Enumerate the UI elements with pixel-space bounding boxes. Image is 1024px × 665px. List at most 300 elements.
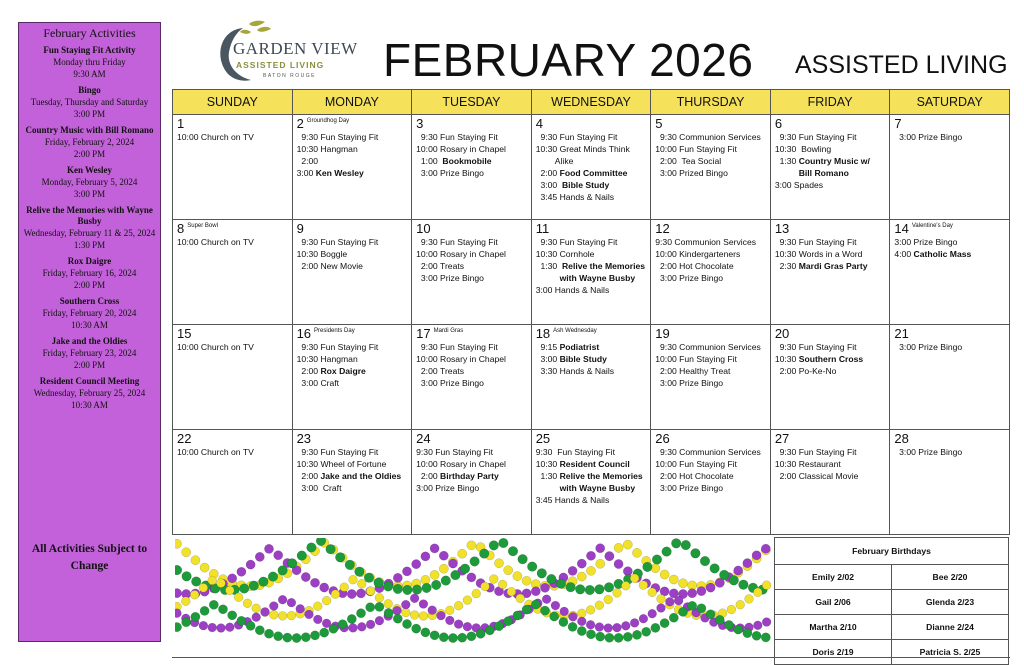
activity-detail: 2:00 PM xyxy=(73,149,106,159)
bead xyxy=(375,616,384,625)
event-entry: 9:30 Fun Staying Fit xyxy=(416,237,498,247)
event-entry: 3:00 Prize Bingo xyxy=(416,168,484,178)
event-entry: with Wayne Busby xyxy=(559,273,636,283)
birthdays-title: February Birthdays xyxy=(775,538,1009,565)
bead xyxy=(274,632,283,641)
bead xyxy=(419,612,428,621)
bead xyxy=(249,581,259,591)
event-entry: 10:00 Church on TV xyxy=(177,447,254,457)
bead xyxy=(586,630,595,639)
day-cell xyxy=(651,430,771,535)
event-entry: 10:30 Hangman xyxy=(296,144,358,154)
holiday-note: Ash Wednesday xyxy=(553,328,597,334)
bead xyxy=(316,538,326,546)
event-entry: 3:00 Prize Bingo xyxy=(894,342,963,352)
event-entry: 9:30 Fun Staying Fit xyxy=(774,447,857,457)
day-number: 22 xyxy=(177,431,192,446)
bead xyxy=(498,580,507,589)
birthday-entry: Emily 2/02 xyxy=(775,565,892,590)
bead xyxy=(504,566,513,575)
activity-name: Bingo xyxy=(78,85,101,95)
bead xyxy=(445,606,454,615)
day-number: 16 xyxy=(296,326,312,341)
bead xyxy=(454,620,463,629)
bead xyxy=(691,549,701,559)
bead xyxy=(559,617,568,626)
event-entry: 2:00 Jake and the Oldies xyxy=(296,471,402,481)
bead xyxy=(681,540,691,550)
day-number: 28 xyxy=(894,431,909,446)
bead xyxy=(431,580,441,590)
event-entry: 10:00 Fun Staying Fit xyxy=(655,144,737,154)
event-entry: 3:00 Prize Bingo xyxy=(655,273,724,283)
bead xyxy=(605,633,614,642)
bead xyxy=(551,601,560,610)
holiday-note: Groundhog Day xyxy=(306,118,350,124)
bead xyxy=(349,575,358,584)
event-entry: 10:00 Fun Staying Fit xyxy=(655,459,737,469)
bead xyxy=(403,585,413,595)
event-entry: 9:30 Fun Staying Fit xyxy=(535,132,618,142)
event-entry: 3:00 Prize Bingo xyxy=(655,378,724,388)
bead xyxy=(268,572,278,582)
day-number: 8 xyxy=(177,221,185,236)
activity-detail: Monday thru Friday xyxy=(53,57,126,67)
weekday-header: WEDNESDAY xyxy=(531,90,651,115)
bead xyxy=(199,583,208,592)
sidebar-activity xyxy=(19,376,160,411)
birthdays-table xyxy=(774,537,1009,665)
event-entry: 10:30 Wheel of Fortune xyxy=(296,459,387,469)
bead xyxy=(439,551,448,560)
sidebar-activity xyxy=(19,85,160,120)
bead xyxy=(412,624,421,633)
bead xyxy=(540,606,549,615)
bead xyxy=(208,623,217,632)
bead xyxy=(313,602,322,611)
bead xyxy=(560,607,569,616)
bead xyxy=(191,577,201,587)
bead xyxy=(639,614,648,623)
event-entry: 3:00 Prize Bingo xyxy=(655,483,724,493)
bead xyxy=(278,612,287,621)
bead xyxy=(200,563,209,572)
day-cell xyxy=(292,325,412,430)
bead xyxy=(355,567,365,577)
bead xyxy=(246,560,255,569)
bead xyxy=(577,617,586,626)
bead xyxy=(366,620,375,629)
bead xyxy=(499,538,509,548)
bead xyxy=(540,583,549,592)
bead xyxy=(706,610,715,619)
bead xyxy=(463,596,472,605)
event-entry: 9:30 Fun Staying Fit xyxy=(774,237,857,247)
bead xyxy=(347,589,356,598)
day-cell xyxy=(890,325,1010,430)
bead xyxy=(743,629,752,638)
calendar-grid xyxy=(172,89,1010,535)
bead xyxy=(375,593,384,602)
day-cell xyxy=(531,115,651,220)
bead xyxy=(366,603,375,612)
bead xyxy=(252,604,261,613)
activities-sidebar xyxy=(18,22,161,642)
event-entry: 10:00 Fun Staying Fit xyxy=(655,354,737,364)
birthday-row xyxy=(775,590,1009,615)
event-entry: 3:00 Ken Wesley xyxy=(296,168,364,178)
bead xyxy=(752,631,761,640)
sidebar-activity xyxy=(19,336,160,371)
bead xyxy=(225,623,234,632)
bead xyxy=(246,621,255,630)
event-entry: 10:00 Church on TV xyxy=(177,342,254,352)
weekday-header-row xyxy=(173,90,1010,115)
bead xyxy=(596,544,605,553)
bead xyxy=(467,632,476,641)
event-entry: 2:00 xyxy=(296,156,319,166)
bead xyxy=(710,564,720,574)
bead xyxy=(531,587,540,596)
bead xyxy=(255,626,264,635)
bead xyxy=(305,610,314,619)
bead xyxy=(292,633,301,642)
bead xyxy=(507,587,516,596)
event-entry: 3:00 Prize Bingo xyxy=(416,273,484,283)
event-entry: 9:30 Fun Staying Fit xyxy=(296,237,379,247)
bead xyxy=(613,589,622,598)
page-title: FEBRUARY 2026 xyxy=(383,34,754,86)
bead xyxy=(604,624,613,633)
bead xyxy=(243,599,252,608)
day-cell xyxy=(770,115,890,220)
bead xyxy=(402,619,411,628)
bead xyxy=(338,620,347,629)
day-cell xyxy=(292,115,412,220)
bead xyxy=(743,559,752,568)
bead xyxy=(460,564,470,574)
bead xyxy=(513,572,522,581)
event-entry: 3:00 Prize Bingo xyxy=(894,447,963,457)
bead xyxy=(550,612,559,621)
event-entry: 3:45 Hands & Nails xyxy=(535,495,610,505)
bead xyxy=(217,624,226,633)
day-cell xyxy=(173,325,293,430)
bead xyxy=(283,633,292,642)
bead xyxy=(719,570,729,580)
event-entry: 2:00 Birthday Party xyxy=(416,471,499,481)
bead xyxy=(234,593,243,602)
bead xyxy=(349,624,358,633)
bead xyxy=(669,613,678,622)
event-entry: 3:00 Craft xyxy=(296,378,340,388)
bead xyxy=(467,573,476,582)
day-number: 21 xyxy=(894,326,909,341)
bead xyxy=(357,579,366,588)
activity-name: Jake and the Oldies xyxy=(51,336,128,346)
event-entry: 9:30 Fun Staying Fit xyxy=(416,342,498,352)
activity-detail: Friday, February 20, 2024 xyxy=(42,308,137,318)
birthday-row xyxy=(775,615,1009,640)
bead xyxy=(320,628,329,637)
bead xyxy=(522,576,531,585)
activity-name: Southern Cross xyxy=(59,296,120,306)
bead xyxy=(614,633,623,642)
activity-detail: Wednesday, February 25, 2024 xyxy=(33,388,146,398)
bead xyxy=(463,622,472,631)
event-entry: 10:00 Church on TV xyxy=(177,237,254,247)
sidebar-activity xyxy=(19,125,160,160)
bead xyxy=(642,627,651,636)
event-entry: 9:15 Podiatrist xyxy=(535,342,600,352)
holiday-note: Super Bowl xyxy=(187,223,218,229)
day-number: 1 xyxy=(177,116,185,131)
event-entry: 9:30 Fun Staying Fit xyxy=(774,132,857,142)
event-entry: with Wayne Busby xyxy=(559,483,636,493)
event-entry: 9:30 Communion Services xyxy=(655,237,757,247)
bead xyxy=(706,583,715,592)
bead xyxy=(472,589,481,598)
bead xyxy=(301,572,310,581)
bead xyxy=(586,566,595,575)
event-entry: 10:30 Words in a Word xyxy=(774,249,863,259)
bead xyxy=(643,562,653,572)
bead xyxy=(191,556,200,565)
day-cell xyxy=(531,325,651,430)
bead xyxy=(175,609,181,618)
activity-detail: Friday, February 23, 2024 xyxy=(42,348,137,358)
bead xyxy=(199,621,208,630)
bead xyxy=(393,584,403,594)
bead xyxy=(335,553,345,563)
event-entry: 1:30 Relive the Memories xyxy=(535,261,646,271)
event-entry: 9:30 Fun Staying Fit xyxy=(296,132,379,142)
day-cell xyxy=(890,220,1010,325)
day-number: 15 xyxy=(177,326,192,341)
bead xyxy=(516,594,525,603)
bead xyxy=(259,577,269,587)
bead xyxy=(489,575,498,584)
activity-detail: 10:30 AM xyxy=(71,400,108,410)
event-entry: 9:30 Fun Staying Fit xyxy=(416,447,494,457)
weekday-header: THURSDAY xyxy=(651,90,771,115)
bead xyxy=(200,606,209,615)
day-cell xyxy=(770,325,890,430)
bead xyxy=(356,609,365,618)
bead xyxy=(657,595,666,604)
bead xyxy=(504,617,513,626)
bead xyxy=(421,628,430,637)
bead xyxy=(393,606,402,615)
bead xyxy=(700,556,710,566)
event-entry: 10:30 Great Minds Think xyxy=(535,144,630,154)
day-cell xyxy=(173,430,293,535)
bead xyxy=(402,567,411,576)
event-entry: 10:00 Rosary in Chapel xyxy=(416,354,506,364)
bead xyxy=(384,608,393,617)
event-entry: 3:00 Prize Bingo xyxy=(894,132,963,142)
bead xyxy=(761,633,770,642)
bead xyxy=(269,602,278,611)
day-number: 25 xyxy=(535,431,551,446)
bead xyxy=(513,611,522,620)
bead xyxy=(422,583,432,593)
bead xyxy=(228,611,237,620)
bead xyxy=(660,570,669,579)
bead xyxy=(310,578,319,587)
event-entry: 2:00 Healthy Treat xyxy=(655,366,731,376)
activity-name: Relive the Memories with Wayne Busby xyxy=(26,205,153,226)
bead xyxy=(671,539,681,549)
event-entry: 3:00 Hands & Nails xyxy=(535,285,610,295)
bead xyxy=(586,620,595,629)
bead xyxy=(374,578,384,588)
mardi-gras-beads-decoration xyxy=(175,538,772,656)
event-entry: 2:30 Mardi Gras Party xyxy=(774,261,868,271)
bead xyxy=(439,633,448,642)
bead xyxy=(527,562,537,572)
bead xyxy=(577,572,586,581)
event-entry: 10:30 Cornhole xyxy=(535,249,595,259)
holiday-note: Presidents Day xyxy=(314,328,355,334)
bead xyxy=(412,560,421,569)
event-entry: 3:00 Prize Bingo xyxy=(894,237,958,247)
bead xyxy=(724,620,733,629)
bead xyxy=(287,559,297,569)
event-entry: 3:00 Spades xyxy=(774,180,824,190)
day-cell xyxy=(412,325,532,430)
bead xyxy=(518,554,528,564)
bead xyxy=(313,615,322,624)
bead xyxy=(585,585,595,595)
bead xyxy=(458,549,467,558)
bead xyxy=(239,584,249,594)
bead xyxy=(494,559,503,568)
day-cell xyxy=(531,220,651,325)
sidebar-footer: All Activities Subject to Change xyxy=(31,543,148,572)
day-number: 12 xyxy=(655,221,670,236)
week-row xyxy=(173,325,1010,430)
bead xyxy=(575,585,585,595)
event-entry: 3:00 Bible Study xyxy=(535,354,607,364)
bead xyxy=(586,551,595,560)
bead xyxy=(366,587,375,596)
bead xyxy=(660,619,669,628)
bead xyxy=(454,601,463,610)
bead xyxy=(494,622,503,631)
bead xyxy=(614,543,623,552)
bead xyxy=(356,589,365,598)
bead xyxy=(753,588,762,597)
birthday-entry: Gail 2/06 xyxy=(775,590,892,615)
bead xyxy=(595,623,604,632)
bead xyxy=(595,601,604,610)
event-entry: 10:00 Rosary in Chapel xyxy=(416,249,506,259)
activity-detail: 2:00 PM xyxy=(73,280,106,290)
bottom-divider xyxy=(172,657,1010,658)
bead xyxy=(310,631,319,640)
bead xyxy=(269,610,278,619)
bead xyxy=(697,587,706,596)
day-number: 9 xyxy=(296,221,304,236)
day-number: 3 xyxy=(416,116,424,131)
activity-detail: 2:00 PM xyxy=(73,360,106,370)
bead xyxy=(596,632,605,641)
week-row xyxy=(173,220,1010,325)
bead xyxy=(605,552,614,561)
event-entry: 9:30 Fun Staying Fit xyxy=(535,447,615,457)
week-row xyxy=(173,115,1010,220)
bead xyxy=(428,606,437,615)
bead xyxy=(264,629,273,638)
day-number: 7 xyxy=(894,116,902,131)
bead xyxy=(734,625,743,634)
bead xyxy=(287,611,296,620)
bead xyxy=(375,602,384,611)
bead xyxy=(255,552,264,561)
bead xyxy=(569,612,578,621)
day-number: 5 xyxy=(655,116,663,131)
bead xyxy=(451,570,461,580)
event-entry: 3:00 Craft xyxy=(296,483,342,493)
bead xyxy=(430,544,439,553)
holiday-note: Valentine's Day xyxy=(911,223,953,229)
bead xyxy=(586,606,595,615)
bead xyxy=(734,566,743,575)
activity-name: Ken Wesley xyxy=(66,165,113,175)
activity-detail: Wednesday, February 11 & 25, 2024 1:30 PM xyxy=(23,228,156,250)
sidebar-activity xyxy=(19,45,160,80)
activity-name: Rox Daigre xyxy=(67,256,112,266)
day-number: 14 xyxy=(894,221,909,236)
day-number: 19 xyxy=(655,326,670,341)
bead xyxy=(596,559,605,568)
bead xyxy=(745,595,754,604)
birthday-entry: Doris 2/19 xyxy=(775,640,892,665)
bead xyxy=(410,611,419,620)
event-entry: 3:00 Bible Study xyxy=(535,180,610,190)
day-cell xyxy=(651,325,771,430)
bead xyxy=(657,604,666,613)
logo-text: GARDEN VIEW xyxy=(233,39,358,58)
bead xyxy=(630,574,639,583)
bead xyxy=(537,569,547,579)
day-cell xyxy=(412,220,532,325)
event-entry: 10:30 Resident Council xyxy=(535,459,630,469)
event-entry: 9:30 Communion Services xyxy=(655,132,761,142)
bead xyxy=(665,597,674,606)
bead xyxy=(604,583,614,593)
bead xyxy=(320,583,329,592)
activity-name: Fun Staying Fit Activity xyxy=(43,45,136,55)
bead xyxy=(652,555,662,565)
day-cell xyxy=(651,220,771,325)
bead xyxy=(252,613,261,622)
garden-view-logo xyxy=(213,20,363,84)
birthday-row xyxy=(775,640,1009,665)
bead xyxy=(727,605,736,614)
bead xyxy=(326,544,336,554)
bead xyxy=(623,632,632,641)
activity-detail: 3:00 PM xyxy=(73,189,106,199)
bead xyxy=(688,589,697,598)
bead xyxy=(630,619,639,628)
weekday-header: SATURDAY xyxy=(890,90,1010,115)
bead xyxy=(476,629,485,638)
bead xyxy=(209,600,218,609)
bead xyxy=(175,589,182,598)
activity-name: Country Music with Bill Romano xyxy=(25,125,154,135)
